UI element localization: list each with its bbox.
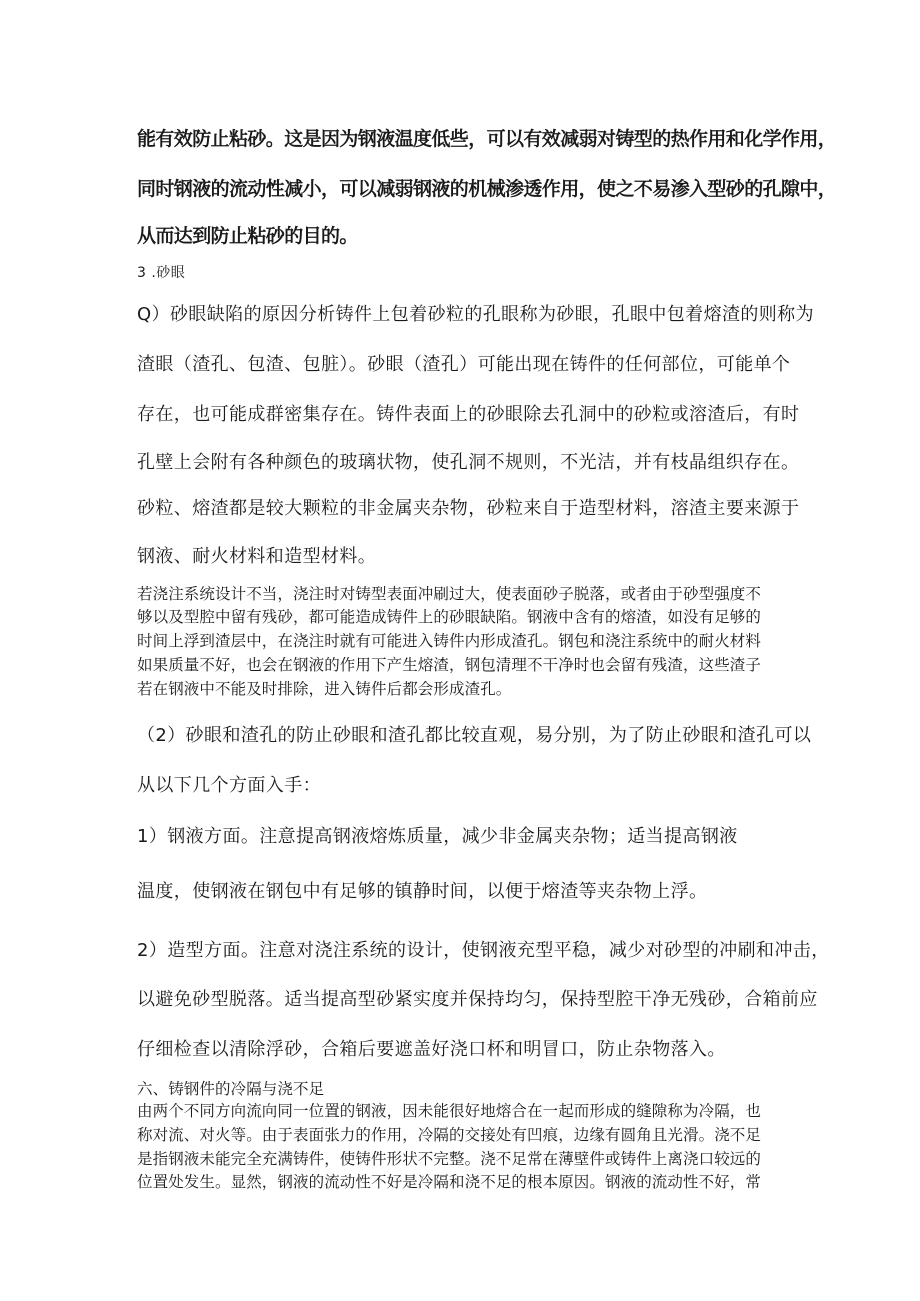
paragraph-6-line-2: 以避免砂型脱落。适当提高型砂紧实度并保持均匀，保持型腔干净无残砂，合箱前应 — [137, 989, 818, 1010]
paragraph-5-line-2: 温度，使钢液在钢包中有足够的镇静时间，以便于熔渣等夹杂物上浮。 — [137, 881, 708, 902]
paragraph-2-line-2: 渣眼（渣孔、包渣、包脏）。砂眼（渣孔）可能出现在铸件的任何部位，可能单个 — [137, 354, 791, 375]
paragraph-6-line-1: 2）造型方面。注意对浇注系统的设计，使钢液充型平稳，减少对砂型的冲刷和冲击， — [137, 940, 830, 961]
paragraph-3-line-3: 时间上浮到渣层中，在浇注时就有可能进入铸件内形成渣孔。钢包和浇注系统中的耐火材料 — [137, 632, 762, 650]
paragraph-1-line-3: 从而达到防止粘砂的目的。 — [137, 225, 358, 247]
paragraph-2-line-6: 钢液、耐火材料和造型材料。 — [137, 546, 377, 567]
paragraph-2-line-1: Q）砂眼缺陷的原因分析铸件上包着砂粒的孔眼称为砂眼，孔眼中包着熔渣的则称为 — [137, 304, 814, 325]
section-heading-cold-shut: 六、铸钢件的冷隔与浇不足 — [137, 1080, 325, 1098]
paragraph-2-line-3: 存在，也可能成群密集存在。铸件表面上的砂眼除去孔洞中的砂粒或溶渣后，有时 — [137, 404, 800, 425]
paragraph-3-line-4: 如果质量不好，也会在钢液的作用下产生熔渣，钢包清理不干净时也会留有残渣，这些渣子 — [137, 656, 762, 674]
paragraph-7-line-4: 位置处发生。显然，钢液的流动性不好是冷隔和浇不足的根本原因。钢液的流动性不好，常 — [137, 1173, 762, 1191]
paragraph-2-line-4: 孔壁上会附有各种颜色的玻璃状物，使孔洞不规则，不光洁，并有枝晶组织存在。 — [137, 452, 800, 473]
paragraph-7-line-2: 称对流、对火等。由于表面张力的作用，冷隔的交接处有凹痕，边缘有圆角且光滑。浇不足 — [137, 1126, 762, 1144]
paragraph-7-line-3: 是指钢液未能完全充满铸件，使铸件形状不完整。浇不足常在薄壁件或铸件上离浇口较远的 — [137, 1150, 762, 1168]
paragraph-1-line-1: 能有效防止粘砂。这是因为钢液温度低些，可以有效减弱对铸型的热作用和化学作用， — [137, 128, 837, 150]
paragraph-3-line-1: 若浇注系统设计不当，浇注时对铸型表面冲刷过大，使表面砂子脱落，或者由于砂型强度不 — [137, 585, 762, 603]
paragraph-6-line-3: 仔细检查以清除浮砂，合箱后要遮盖好浇口杯和明冒口，防止杂物落入。 — [137, 1039, 726, 1060]
paragraph-7-line-1: 由两个不同方向流向同一位置的钢液，因未能很好地熔合在一起而形成的缝隙称为冷隔，也 — [137, 1102, 762, 1120]
paragraph-3-line-5: 若在钢液中不能及时排除，进入铸件后都会形成渣孔。 — [137, 680, 512, 698]
paragraph-3-line-2: 够以及型腔中留有残砂，都可能造成铸件上的砂眼缺陷。钢液中含有的熔渣，如没有足够的 — [137, 608, 762, 626]
paragraph-4-line-2: 从以下几个方面入手： — [137, 775, 321, 796]
section-heading-sand-holes: 3 .砂眼 — [137, 265, 186, 281]
paragraph-1-line-2: 同时钢液的流动性减小，可以减弱钢液的机械渗透作用，使之不易渗入型砂的孔隙中， — [137, 178, 837, 200]
paragraph-2-line-5: 砂粒、熔渣都是较大颗粒的非金属夹杂物，砂粒来自于造型材料，溶渣主要来源于 — [137, 498, 800, 519]
paragraph-5-line-1: 1）钢液方面。注意提高钢液熔炼质量，减少非金属夹杂物；适当提高钢液 — [137, 826, 738, 847]
paragraph-4-line-1: （2）砂眼和渣孔的防止砂眼和渣孔都比较直观，易分别，为了防止砂眼和渣孔可以 — [137, 725, 812, 746]
